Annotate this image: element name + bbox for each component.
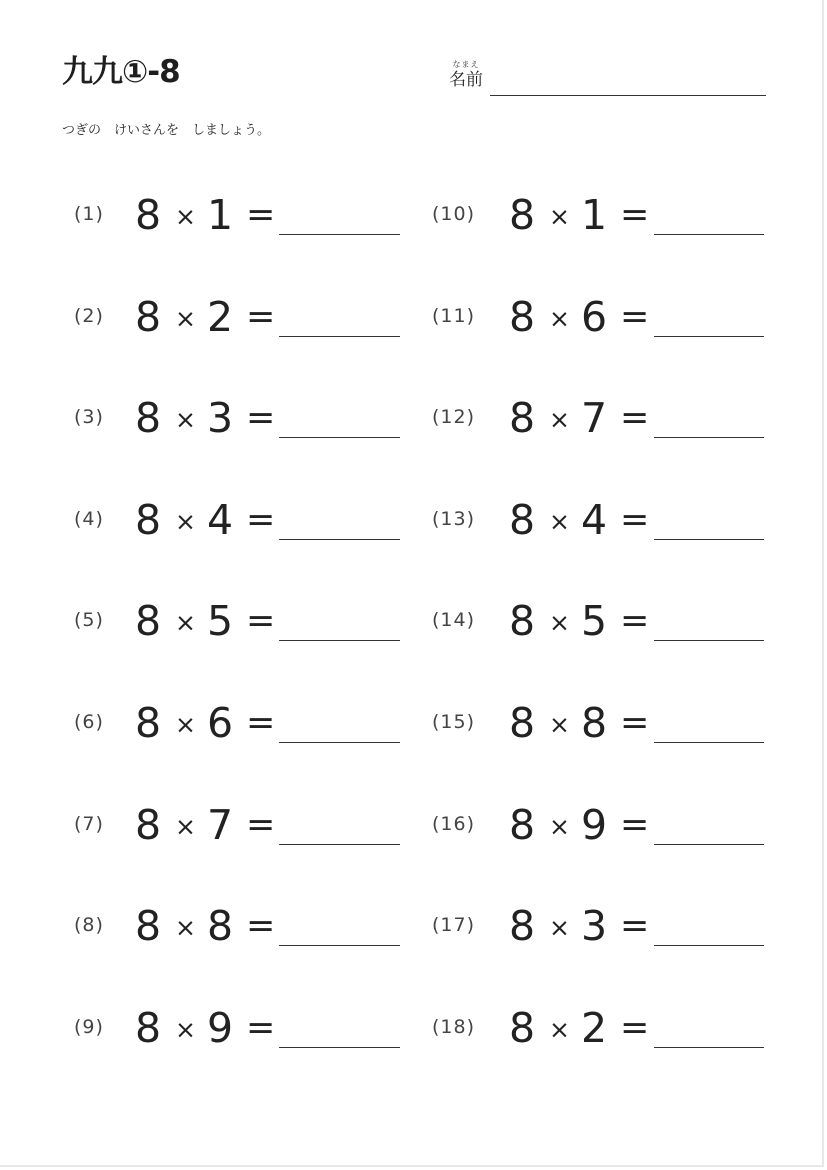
second-operand: 2 — [581, 1003, 608, 1052]
equals-sign: = — [620, 1007, 650, 1048]
problem-item — [74, 975, 444, 1077]
equals-sign: = — [246, 702, 276, 743]
equals-sign: = — [620, 601, 650, 642]
second-operand: 9 — [207, 1003, 234, 1052]
answer-blank[interactable] — [279, 945, 400, 946]
instruction-text: つぎの けいさんを しましょう。 — [62, 123, 271, 138]
problem-number: (18) — [432, 1015, 476, 1038]
equals-sign: = — [620, 804, 650, 845]
answer-blank[interactable] — [654, 742, 764, 743]
second-operand: 8 — [581, 698, 608, 747]
problem-number: (8) — [74, 914, 104, 937]
problem-number: (2) — [74, 304, 104, 327]
times-sign: × — [549, 202, 570, 231]
first-operand: 8 — [135, 597, 162, 646]
name-ruby: なまえ — [452, 60, 480, 69]
problem-number: (7) — [74, 812, 104, 835]
answer-blank[interactable] — [654, 945, 764, 946]
problem-number: (17) — [432, 914, 476, 937]
second-operand: 5 — [207, 597, 234, 646]
answer-blank[interactable] — [279, 1047, 400, 1048]
first-operand: 8 — [509, 800, 536, 849]
problem-number: (6) — [74, 710, 104, 733]
name-text: 名前 — [449, 70, 483, 90]
times-sign: × — [549, 811, 570, 841]
times-sign: × — [549, 303, 570, 333]
equals-sign: = — [620, 499, 650, 540]
second-operand: 7 — [207, 800, 234, 849]
first-operand: 8 — [509, 495, 536, 544]
second-operand: 1 — [581, 191, 608, 239]
problem-number: (1) — [74, 203, 104, 225]
first-operand: 8 — [135, 292, 162, 341]
first-operand: 8 — [135, 394, 162, 443]
answer-blank[interactable] — [279, 640, 400, 641]
first-operand: 8 — [509, 597, 536, 646]
problem-number: (10) — [432, 203, 476, 225]
problem-item — [74, 365, 444, 467]
times-sign: × — [175, 303, 196, 333]
problem-number: (11) — [432, 304, 476, 327]
answer-blank[interactable] — [654, 640, 764, 641]
answer-blank[interactable] — [279, 234, 400, 235]
problem-item — [432, 467, 802, 569]
problem-column-left — [74, 162, 444, 1076]
answer-blank[interactable] — [279, 539, 400, 540]
answer-blank[interactable] — [654, 539, 764, 540]
second-operand: 7 — [581, 394, 608, 443]
answer-blank[interactable] — [654, 1047, 764, 1048]
equals-sign: = — [246, 398, 276, 439]
first-operand: 8 — [509, 698, 536, 747]
problem-item — [74, 568, 444, 670]
problem-item — [74, 467, 444, 569]
second-operand: 1 — [207, 191, 234, 239]
equals-sign: = — [246, 804, 276, 845]
times-sign: × — [175, 202, 196, 231]
answer-blank[interactable] — [654, 844, 764, 845]
problem-item — [74, 264, 444, 366]
problem-number: (5) — [74, 609, 104, 632]
problem-column-right — [432, 162, 802, 1076]
problem-item — [432, 873, 802, 975]
first-operand: 8 — [135, 191, 162, 239]
first-operand: 8 — [135, 800, 162, 849]
problem-item — [432, 670, 802, 772]
second-operand: 3 — [207, 394, 234, 443]
equals-sign: = — [246, 296, 276, 337]
problem-item — [432, 365, 802, 467]
equals-sign: = — [246, 906, 276, 947]
first-operand: 8 — [135, 495, 162, 544]
times-sign: × — [549, 709, 570, 739]
answer-blank[interactable] — [279, 336, 400, 337]
equals-sign: = — [246, 499, 276, 540]
problem-number: (15) — [432, 710, 476, 733]
worksheet-title: 九九①-8 — [62, 54, 180, 90]
answer-blank[interactable] — [654, 437, 764, 438]
first-operand: 8 — [509, 191, 536, 239]
times-sign: × — [175, 913, 196, 943]
times-sign: × — [175, 506, 196, 536]
second-operand: 8 — [207, 902, 234, 951]
first-operand: 8 — [509, 394, 536, 443]
first-operand: 8 — [509, 1003, 536, 1052]
times-sign: × — [549, 913, 570, 943]
equals-sign: = — [620, 702, 650, 743]
problem-item — [74, 772, 444, 874]
second-operand: 2 — [207, 292, 234, 341]
times-sign: × — [549, 608, 570, 638]
times-sign: × — [549, 405, 570, 435]
second-operand: 3 — [581, 902, 608, 951]
problem-number: (14) — [432, 609, 476, 632]
problem-item — [432, 772, 802, 874]
problem-item — [74, 162, 444, 264]
second-operand: 9 — [581, 800, 608, 849]
problem-number: (3) — [74, 406, 104, 429]
problem-number: (16) — [432, 812, 476, 835]
problem-item — [432, 568, 802, 670]
first-operand: 8 — [509, 902, 536, 951]
times-sign: × — [175, 709, 196, 739]
problem-item — [432, 975, 802, 1077]
equals-sign: = — [620, 296, 650, 337]
equals-sign: = — [620, 398, 650, 439]
answer-blank[interactable] — [279, 742, 400, 743]
second-operand: 4 — [207, 495, 234, 544]
name-label — [446, 60, 486, 91]
second-operand: 6 — [581, 292, 608, 341]
problem-number: (4) — [74, 507, 104, 530]
first-operand: 8 — [135, 698, 162, 747]
name-field-block — [446, 60, 766, 100]
name-write-line[interactable] — [490, 95, 766, 96]
problem-grid — [0, 162, 827, 1082]
answer-blank[interactable] — [279, 844, 400, 845]
times-sign: × — [549, 506, 570, 536]
times-sign: × — [549, 1014, 570, 1044]
equals-sign: = — [620, 195, 650, 235]
problem-number: (9) — [74, 1015, 104, 1038]
equals-sign: = — [620, 906, 650, 947]
answer-blank[interactable] — [654, 336, 764, 337]
times-sign: × — [175, 608, 196, 638]
equals-sign: = — [246, 1007, 276, 1048]
times-sign: × — [175, 405, 196, 435]
problem-item — [432, 264, 802, 366]
first-operand: 8 — [135, 1003, 162, 1052]
second-operand: 4 — [581, 495, 608, 544]
equals-sign: = — [246, 195, 276, 235]
problem-item — [74, 670, 444, 772]
equals-sign: = — [246, 601, 276, 642]
times-sign: × — [175, 1014, 196, 1044]
answer-blank[interactable] — [654, 234, 764, 235]
times-sign: × — [175, 811, 196, 841]
problem-number: (12) — [432, 406, 476, 429]
second-operand: 6 — [207, 698, 234, 747]
problem-item — [74, 873, 444, 975]
first-operand: 8 — [509, 292, 536, 341]
answer-blank[interactable] — [279, 437, 400, 438]
problem-item — [432, 162, 802, 264]
second-operand: 5 — [581, 597, 608, 646]
first-operand: 8 — [135, 902, 162, 951]
problem-number: (13) — [432, 507, 476, 530]
